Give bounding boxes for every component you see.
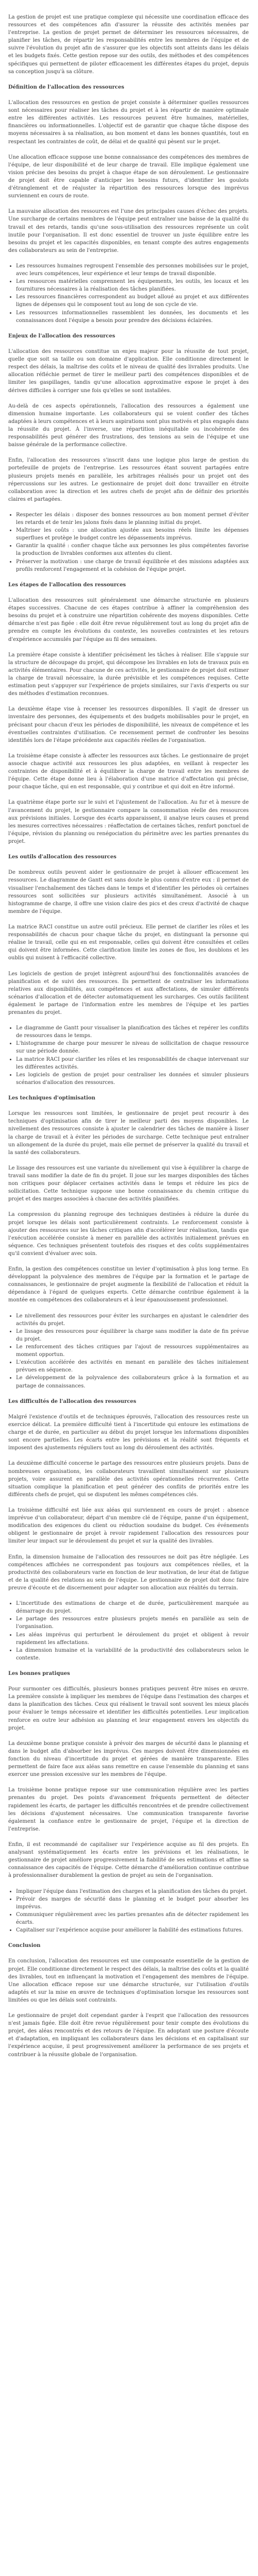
list-item: • La dimension humaine et la variabilité de la productivité des collaborateurs selon le contexte.	[16, 1647, 249, 1662]
paragraph: La quatrième étape porte sur le suivi et l'ajustement de l'allocation. Au fur et à mesure de l'avancement du projet, le gestionnaire compare la consommation réelle des ressources aux prévisions initiales. Lorsque des écarts apparaissent, il analyse leurs causes et prend les mesures correctives nécessaires : réaffectation de certaines tâches, renfort ponctuel de l'équipe, révision du planning ou renégociation du périmètre avec les parties prenantes du projet.	[8, 800, 249, 844]
list-item: • Prévoir des marges de sécurité dans le planning et le budget pour absorber les imprévus.	[16, 1895, 249, 1911]
list-item: • Les aléas imprévus qui perturbent le déroulement du projet et obligent à revoir rapidement les affectations.	[16, 1631, 249, 1647]
paragraph: L'allocation des ressources suit généralement une démarche structurée en plusieurs étapes successives. Chacune de ces étapes contribue à affiner la compréhension des besoins du projet et à construire une répartition cohérente des moyens disponibles. Cette démarche n'est pas figée : elle doit être revue régulièrement tout au long du projet afin de prendre en compte les évolutions du contexte, les nouvelles contraintes et les retours d'expérience accumulés par l'équipe au fil des semaines.	[8, 598, 249, 642]
paragraph: Malgré l'existence d'outils et de techniques éprouvés, l'allocation des ressources reste un exercice délicat. La première difficulté tient à l'incertitude qui entoure les estimations de charge et de durée, en particulier au début du projet lorsque les informations disponibles sont encore partielles. Les écarts entre les prévisions et la réalité sont fréquents et imposent des ajustements réguliers tout au long du déroulement des activités.	[8, 1414, 249, 1451]
list-item: • Impliquer l'équipe dans l'estimation des charges et la planification des tâches du projet.	[16, 1888, 249, 1895]
list-item: • Maîtriser les coûts : une allocation ajustée aux besoins réels limite les dépenses superflues et protège le budget contre les dépassements imprévus.	[16, 527, 249, 542]
paragraph: Enfin, la gestion des compétences constitue un levier d'optimisation à plus long terme. En développant la polyvalence des membres de l'équipe par la formation et le partage de connaissances, le gestionnaire de projet augmente la flexibilité de l'allocation et réduit la dépendance à l'égard de quelques experts. Cette démarche contribue également à la montée en compétences des collaborateurs et à leur épanouissement professionnel.	[8, 1266, 249, 1303]
paragraph: Une allocation efficace suppose une bonne connaissance des compétences des membres de l'équipe, de leur disponibilité et de leur charge de travail. Elle implique également une vision précise des besoins du projet à chaque étape de son déroulement. Le gestionnaire de projet doit être capable d'anticiper les besoins futurs, d'identifier les goulots d'étranglement et de réajuster la répartition des ressources lorsque des imprévus surviennent en cours de route.	[8, 154, 249, 199]
bullet-list	[8, 262, 249, 325]
paragraph: Enfin, il est recommandé de capitaliser sur l'expérience acquise au fil des projets. En analysant systématiquement les écarts entre les prévisions et les réalisations, le gestionnaire de projet améliore progressivement la fiabilité de ses estimations et affine sa connaissance des capacités de l'équipe. Cette démarche d'amélioration continue contribue à professionnaliser durablement la gestion de projet au sein de l'organisation.	[8, 1842, 249, 1879]
list-item: • Préserver la motivation : une charge de travail équilibrée et des missions adaptées aux profils renforcent l'engagement et la cohésion de l'équipe projet.	[16, 558, 249, 573]
bullet-list	[8, 1888, 249, 1935]
section-heading: Définition de l'allocation des ressources	[8, 84, 124, 90]
list-item: • Les ressources financières correspondent au budget alloué au projet et aux différentes lignes de dépenses qui le composent tout au long de son cycle de vie.	[16, 293, 249, 309]
paragraph: La matrice RACI constitue un autre outil précieux. Elle permet de clarifier les rôles et les responsabilités de chacun pour chaque tâche du projet, en distinguant la personne qui réalise le travail, celle qui en est responsable, celles qui doivent être consultées et celles qui doivent être informées. Cette clarification limite les zones de flou, les doublons et les oublis qui nuisent à l'efficacité collective.	[8, 924, 249, 961]
paragraph: L'allocation des ressources en gestion de projet consiste à déterminer quelles ressources sont nécessaires pour réaliser les tâches du projet et à les répartir de manière optimale entre les différentes activités. Les ressources peuvent être humaines, matérielles, financières ou informationnelles. L'objectif est de garantir que chaque tâche dispose des moyens nécessaires à sa réalisation, au bon moment et dans les bonnes quantités, tout en respectant les contraintes de coût, de délai et de qualité qui pèsent sur le projet.	[8, 100, 249, 145]
section-heading: Les outils d'allocation des ressources	[8, 854, 117, 860]
paragraph: Lorsque les ressources sont limitées, le gestionnaire de projet peut recourir à des techniques d'optimisation afin de tirer le meilleur parti des moyens disponibles. Le nivellement des ressources consiste à ajuster le calendrier des tâches de manière à lisser la charge de travail et à éviter les périodes de surcharge. Cette technique peut entraîner un allongement de la durée du projet, mais elle permet de préserver la qualité du travail et la santé des collaborateurs.	[8, 1111, 249, 1156]
paragraph: La deuxième bonne pratique consiste à prévoir des marges de sécurité dans le planning et dans le budget afin d'absorber les imprévus. Ces marges doivent être dimensionnées en fonction du niveau d'incertitude du projet et gérées de manière transparente. Elles permettent de faire face aux aléas sans remettre en cause l'ensemble du planning et sans exercer une pression excessive sur les membres de l'équipe.	[8, 1740, 249, 1778]
bullet-list	[8, 1312, 249, 1390]
paragraph: La troisième difficulté est liée aux aléas qui surviennent en cours de projet : absence imprévue d'un collaborateur, départ d'un membre clé de l'équipe, panne d'un équipement, modification des exigences du client ou réduction soudaine du budget. Ces événements obligent le gestionnaire de projet à revoir rapidement l'allocation des ressources pour limiter leur impact sur le déroulement du projet et sur la qualité des livrables.	[8, 1507, 249, 1545]
paragraph: Le gestionnaire de projet doit cependant garder à l'esprit que l'allocation des ressources n'est jamais figée. Elle doit être revue régulièrement pour tenir compte des évolutions du projet, des aléas rencontrés et des retours de l'équipe. En adoptant une posture d'écoute et d'adaptation, en impliquant les collaborateurs dans les décisions et en capitalisant sur l'expérience acquise, il peut progressivement améliorer la performance de ses projets et contribuer à la réussite globale de l'organisation.	[8, 2013, 249, 2058]
paragraph: La troisième bonne pratique repose sur une communication régulière avec les parties prenantes du projet. Des points d'avancement fréquents permettent de détecter rapidement les écarts, de partager les difficultés rencontrées et de prendre collectivement les décisions d'ajustement nécessaires. Une communication transparente favorise également la confiance entre le gestionnaire de projet, l'équipe et la direction de l'entreprise.	[8, 1787, 249, 1832]
list-item: • Respecter les délais : disposer des bonnes ressources au bon moment permet d'éviter les retards et de tenir les jalons fixés dans le planning initial du projet.	[16, 511, 249, 527]
list-item: • Les ressources informationnelles rassemblent les données, les documents et les connaissances dont l'équipe a besoin pour prendre des décisions éclairées.	[16, 309, 249, 325]
paragraph: Enfin, l'allocation des ressources s'inscrit dans une logique plus large de gestion du portefeuille de projets de l'entreprise. Les ressources étant souvent partagées entre plusieurs projets menés en parallèle, les arbitrages réalisés pour un projet ont des répercussions sur les autres. Le gestionnaire de projet doit donc travailler en étroite collaboration avec la direction et les autres chefs de projet afin de définir des priorités claires et partagées.	[8, 457, 249, 502]
list-item: • Le diagramme de Gantt pour visualiser la planification des tâches et repérer les conflits de ressources dans le temps.	[16, 1024, 249, 1040]
list-item: • Le lissage des ressources pour équilibrer la charge sans modifier la date de fin prévue du projet.	[16, 1328, 249, 1343]
list-item: • Le développement de la polyvalence des collaborateurs grâce à la formation et au partage de connaissances.	[16, 1374, 249, 1389]
list-item: • Communiquer régulièrement avec les parties prenantes afin de détecter rapidement les écarts.	[16, 1911, 249, 1926]
paragraph: La première étape consiste à identifier précisément les tâches à réaliser. Elle s'appuie sur la structure de découpage du projet, qui décompose les livrables en lots de travaux puis en activités élémentaires. Pour chacune de ces activités, le gestionnaire de projet doit estimer la charge de travail nécessaire, la durée prévisible et les compétences requises. Cette estimation peut s'appuyer sur l'expérience de projets similaires, sur l'avis d'experts ou sur des méthodes d'estimation reconnues.	[8, 652, 249, 697]
section-heading: Enjeux de l'allocation des ressources	[8, 333, 116, 339]
paragraph: Le lissage des ressources est une variante du nivellement qui vise à équilibrer la charge de travail sans modifier la date de fin du projet. Il joue sur les marges disponibles des tâches non critiques pour déplacer certaines activités dans le temps et réduire les pics de sollicitation. Cette technique suppose une bonne connaissance du chemin critique du projet et des marges associées à chacune des activités planifiées.	[8, 1165, 249, 1202]
list-item: • Les ressources matérielles comprennent les équipements, les outils, les locaux et les fournitures nécessaires à la réalisation des tâches planifiées.	[16, 278, 249, 293]
list-item: • Le nivellement des ressources pour éviter les surcharges en ajustant le calendrier des activités du projet.	[16, 1312, 249, 1328]
paragraph: De nombreux outils peuvent aider le gestionnaire de projet à allouer efficacement les ressources. Le diagramme de Gantt est sans doute le plus connu d'entre eux : il permet de visualiser l'enchaînement des tâches dans le temps et d'identifier les périodes où certaines ressources sont sollicitées sur plusieurs activités simultanément. Associé à un histogramme de charge, il offre une vision claire des pics et des creux d'activité de chaque membre de l'équipe.	[8, 870, 249, 914]
section-heading: Les difficultés de l'allocation des ressources	[8, 1398, 137, 1404]
paragraph: Les logiciels de gestion de projet intègrent aujourd'hui des fonctionnalités avancées de planification et de suivi des ressources. Ils permettent de centraliser les informations relatives aux disponibilités, aux compétences et aux affectations, de simuler différents scénarios d'allocation et de détecter automatiquement les surcharges. Ces outils facilitent également le partage de l'information entre les membres de l'équipe et les parties prenantes du projet.	[8, 971, 249, 1015]
list-item: • L'histogramme de charge pour mesurer le niveau de sollicitation de chaque ressource sur une période donnée.	[16, 1040, 249, 1055]
paragraph: La deuxième étape vise à recenser les ressources disponibles. Il s'agit de dresser un inventaire des personnes, des équipements et des budgets mobilisables pour le projet, en précisant pour chacun d'eux les périodes de disponibilité, les niveaux de compétence et les éventuelles contraintes d'utilisation. Ce recensement permet de confronter les besoins identifiés lors de l'étape précédente aux capacités réelles de l'organisation.	[8, 706, 249, 743]
paragraph: L'allocation des ressources constitue un enjeu majeur pour la réussite de tout projet, quelle que soit sa taille ou son domaine d'application. Elle conditionne directement le respect des délais, la maîtrise des coûts et le niveau de qualité des livrables produits. Une allocation réfléchie permet de tirer le meilleur parti des compétences disponibles et de limiter les gaspillages, tandis qu'une allocation approximative expose le projet à des dérives difficiles à corriger une fois qu'elles se sont installées.	[8, 349, 249, 394]
section-heading: Les étapes de l'allocation des ressources	[8, 582, 126, 588]
paragraph: En conclusion, l'allocation des ressources est une composante essentielle de la gestion de projet. Elle conditionne directement le respect des délais, la maîtrise des coûts et la qualité des livrables, tout en influençant la motivation et l'engagement des membres de l'équipe. Une allocation efficace repose sur une démarche structurée, sur l'utilisation d'outils adaptés et sur la mise en œuvre de techniques d'optimisation lorsque les ressources sont limitées ou que les délais sont contraints.	[8, 1958, 249, 2003]
intro-paragraph: La gestion de projet est une pratique complexe qui nécessite une coordination efficace des ressources et des compétences afin d'assurer la réussite des activités menées par l'entreprise. La gestion de projet permet de déterminer les ressources nécessaires, de planifier les tâches, de répartir les responsabilités entre les membres de l'équipe et de suivre l'évolution du projet afin de s'assurer que les objectifs sont atteints dans les délais et les budgets fixés. Cette gestion repose sur des outils, des méthodes et des compétences spécifiques qui permettent de piloter efficacement les différentes étapes du projet, depuis sa conception jusqu'à sa clôture.	[8, 14, 249, 75]
list-item: • Le partage des ressources entre plusieurs projets menés en parallèle au sein de l'organisation.	[16, 1615, 249, 1631]
paragraph: La troisième étape consiste à affecter les ressources aux tâches. Le gestionnaire de projet associe chaque activité aux ressources les plus adaptées, en veillant à respecter les contraintes de disponibilité et à équilibrer la charge de travail entre les membres de l'équipe. Cette étape donne lieu à l'élaboration d'une matrice d'affectation qui précise, pour chaque tâche, qui en est responsable, qui y contribue et qui doit en être informé.	[8, 753, 249, 790]
section-heading: Les techniques d'optimisation	[8, 1095, 95, 1101]
paragraph: Enfin, la dimension humaine de l'allocation des ressources ne doit pas être négligée. Les compétences affichées ne correspondent pas toujours aux compétences réelles, et la productivité des collaborateurs varie en fonction de leur motivation, de leur état de fatigue et de la qualité des relations au sein de l'équipe. Le gestionnaire de projet doit donc faire preuve d'écoute et de discernement pour adapter son allocation aux réalités du terrain.	[8, 1554, 249, 1591]
list-item: • Garantir la qualité : confier chaque tâche aux personnes les plus compétentes favorise la production de livrables conformes aux attentes du client.	[16, 542, 249, 557]
list-item: • Capitaliser sur l'expérience acquise pour améliorer la fiabilité des estimations futures.	[16, 1926, 249, 1934]
list-item: • Les logiciels de gestion de projet pour centraliser les données et simuler plusieurs scénarios d'allocation des ressources.	[16, 1071, 249, 1087]
section-heading: Les bonnes pratiques	[8, 1670, 70, 1676]
list-item: • Le renforcement des tâches critiques par l'ajout de ressources supplémentaires au moment opportun.	[16, 1343, 249, 1359]
paragraph: La deuxième difficulté concerne le partage des ressources entre plusieurs projets. Dans de nombreuses organisations, les collaborateurs travaillent simultanément sur plusieurs projets, voire assurent en parallèle des activités opérationnelles récurrentes. Cette situation complique la planification et peut générer des conflits de priorités entre les différents chefs de projet, qui se disputent les mêmes compétences clés.	[8, 1461, 249, 1498]
paragraph: Pour surmonter ces difficultés, plusieurs bonnes pratiques peuvent être mises en œuvre. La première consiste à impliquer les membres de l'équipe dans l'estimation des charges et dans la planification des tâches. Ceux qui réalisent le travail sont souvent les mieux placés pour évaluer le temps nécessaire et identifier les difficultés potentielles. Leur implication renforce en outre leur adhésion au planning et leur engagement envers les objectifs du projet.	[8, 1686, 249, 1731]
paragraph: Au-delà de ces aspects opérationnels, l'allocation des ressources a également une dimension humaine importante. Les collaborateurs qui se voient confier des tâches adaptées à leurs compétences et à leurs aspirations sont plus motivés et plus engagés dans la réussite du projet. À l'inverse, une répartition inéquitable ou incohérente des responsabilités peut générer des frustrations, des tensions au sein de l'équipe et une baisse générale de la performance collective.	[8, 403, 249, 448]
bullet-list	[8, 1024, 249, 1087]
bullet-list	[8, 1600, 249, 1662]
list-item: • La matrice RACI pour clarifier les rôles et les responsabilités de chaque intervenant sur les différentes activités.	[16, 1056, 249, 1071]
paragraph: La mauvaise allocation des ressources est l'une des principales causes d'échec des projets. Une surcharge de certains membres de l'équipe peut entraîner une baisse de la qualité du travail et des retards, tandis qu'une sous-utilisation des ressources représente un coût inutile pour l'organisation. Il est donc essentiel de trouver un juste équilibre entre les besoins du projet et les capacités disponibles, en tenant compte des autres engagements des collaborateurs au sein de l'entreprise.	[8, 209, 249, 253]
list-item: • L'incertitude des estimations de charge et de durée, particulièrement marquée au démarrage du projet.	[16, 1600, 249, 1615]
paragraph: La compression du planning regroupe des techniques destinées à réduire la durée du projet lorsque les délais sont particulièrement contraints. Le renforcement consiste à ajouter des ressources sur les tâches critiques afin d'accélérer leur réalisation, tandis que l'exécution accélérée consiste à mener en parallèle des activités initialement prévues en séquence. Ces techniques présentent toutefois des risques et des coûts supplémentaires qu'il convient d'évaluer avec soin.	[8, 1212, 249, 1257]
list-item: • Les ressources humaines regroupent l'ensemble des personnes mobilisées sur le projet, avec leurs compétences, leur expérience et leur temps de travail disponible.	[16, 262, 249, 278]
bullet-list	[8, 511, 249, 573]
list-item: • L'exécution accélérée des activités en menant en parallèle des tâches initialement prévues en séquence.	[16, 1359, 249, 1374]
conclusion-heading: Conclusion	[8, 1943, 41, 1949]
